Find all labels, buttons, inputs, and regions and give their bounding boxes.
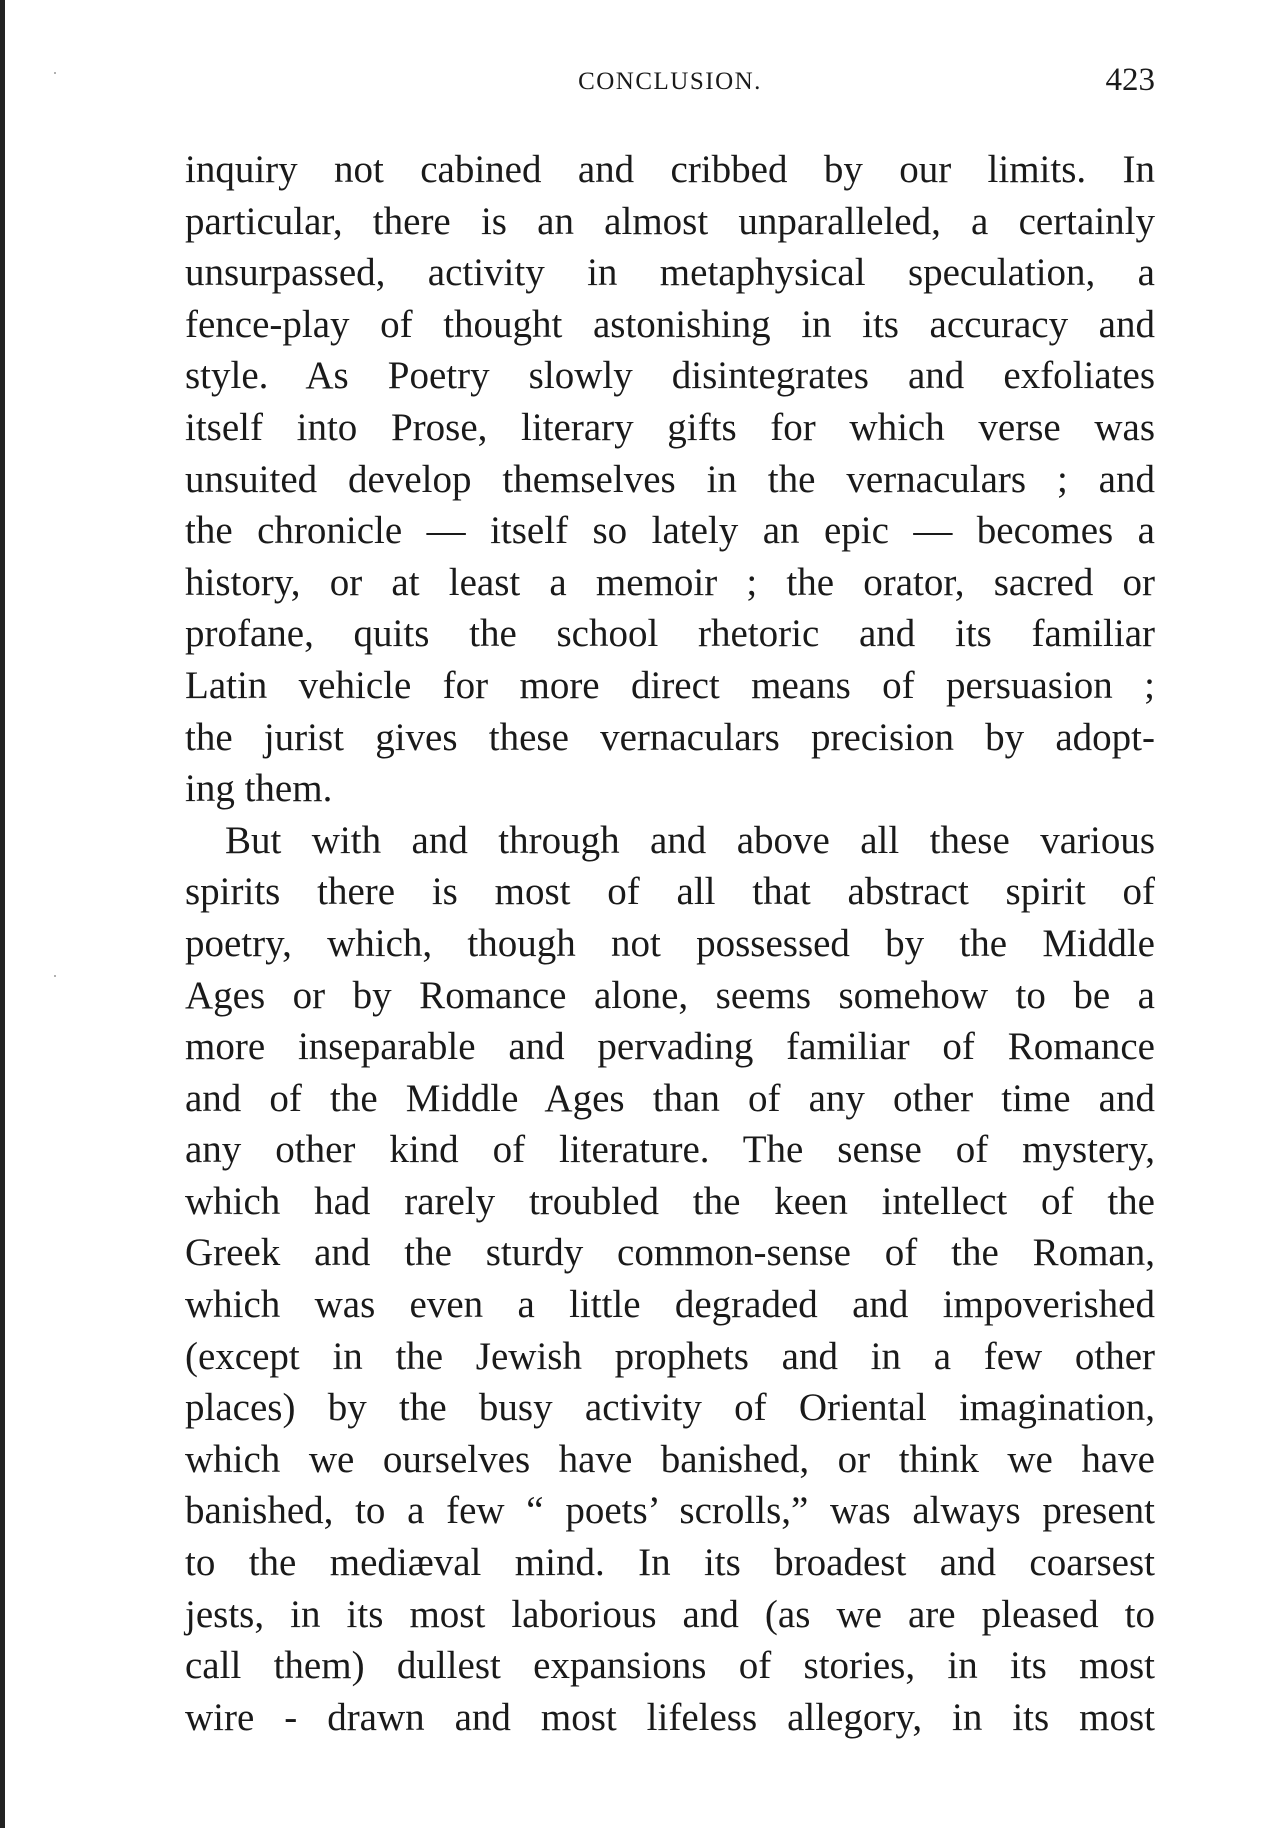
text-line: Ages or by Romance alone, seems somehow to be a: [185, 973, 1155, 1017]
text-line: wire - drawn and most lifeless allegory, in its most: [185, 1695, 1155, 1739]
page-number: 423: [1105, 62, 1155, 98]
scan-speck: [54, 72, 56, 74]
text-line: call them) dullest expansions of stories, in its most: [185, 1644, 1155, 1688]
text-line: which we ourselves have banished, or think we have: [185, 1437, 1155, 1481]
paragraph-2: [185, 815, 1155, 1744]
text-line: the chronicle — itself so lately an epic — becomes a: [185, 509, 1155, 553]
text-line: the jurist gives these vernaculars precision by adopt-: [185, 715, 1155, 759]
body-text: [185, 144, 1155, 1743]
text-line: history, or at least a memoir ; the orator, sacred or: [185, 560, 1155, 604]
scan-speck: [54, 975, 56, 977]
text-line: Greek and the sturdy common-sense of the Roman,: [185, 1231, 1155, 1275]
text-line: itself into Prose, literary gifts for which verse was: [185, 405, 1155, 449]
text-line: inquiry not cabined and cribbed by our limits. In: [185, 148, 1155, 191]
paragraph-1: [185, 144, 1155, 815]
text-line: unsurpassed, activity in metaphysical speculation, a: [185, 251, 1155, 295]
text-line: But with and through and above all these various: [225, 818, 1155, 862]
text-line: jests, in its most laborious and (as we are pleased to: [185, 1592, 1155, 1636]
text-line: particular, there is an almost unparalleled, a certainly: [185, 199, 1155, 243]
text-line: spirits there is most of all that abstract spirit of: [185, 870, 1155, 914]
text-line: Latin vehicle for more direct means of persuasion ;: [185, 663, 1155, 707]
text-line: to the mediæval mind. In its broadest and coarsest: [185, 1541, 1155, 1585]
book-spine-edge: [0, 0, 5, 1828]
text-line: which was even a little degraded and impoverished: [185, 1283, 1155, 1327]
text-line: unsuited develop themselves in the vernaculars ; and: [185, 457, 1155, 501]
text-line: any other kind of literature. The sense of mystery,: [185, 1128, 1155, 1172]
running-title: CONCLUSION.: [578, 68, 762, 95]
text-line: more inseparable and pervading familiar of Romance: [185, 1025, 1155, 1069]
text-line: profane, quits the school rhetoric and its familiar: [185, 612, 1155, 656]
text-line: which had rarely troubled the keen intellect of the: [185, 1179, 1155, 1223]
text-line: style. As Poetry slowly disintegrates and exfoliates: [185, 354, 1155, 398]
text-line: and of the Middle Ages than of any other time and: [185, 1076, 1155, 1120]
text-line: banished, to a few “ poets’ scrolls,” was always present: [185, 1489, 1155, 1533]
text-line: fence-play of thought astonishing in its accuracy and: [185, 302, 1155, 346]
running-head: [185, 62, 1155, 102]
text-line: places) by the busy activity of Oriental imagination,: [185, 1386, 1155, 1430]
text-line: ing them.: [185, 767, 333, 811]
text-line: (except in the Jewish prophets and in a few other: [185, 1334, 1155, 1378]
text-line: poetry, which, though not possessed by the Middle: [185, 921, 1155, 965]
